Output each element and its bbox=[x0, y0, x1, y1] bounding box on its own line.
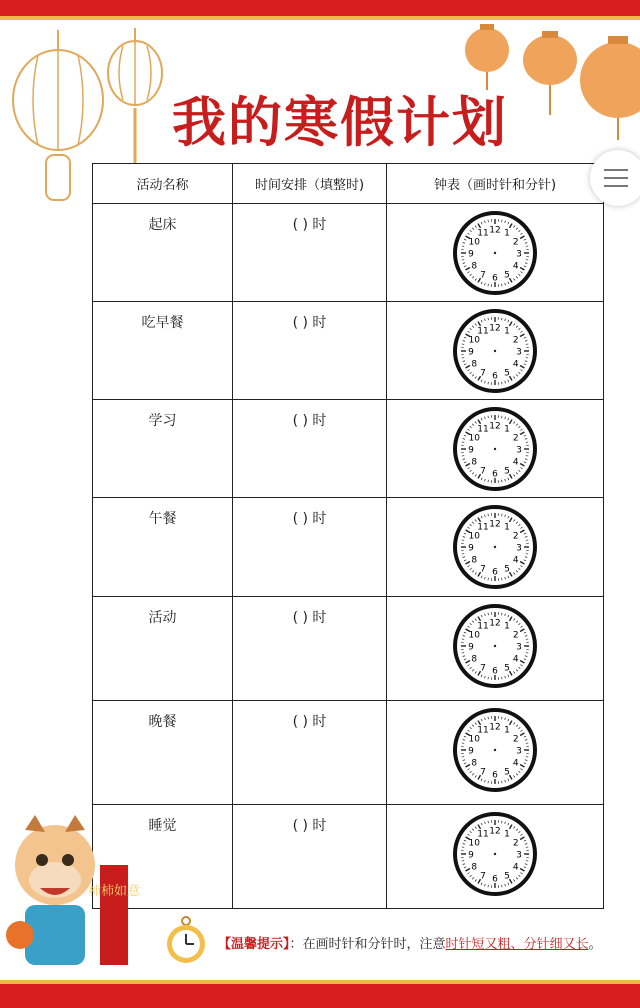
clock-number: 12 bbox=[489, 519, 501, 530]
table-row bbox=[93, 701, 604, 805]
clock-number: 7 bbox=[480, 767, 486, 778]
activity-cell: 晚餐 bbox=[93, 701, 233, 805]
tip-sep: 、 bbox=[510, 937, 524, 952]
activity-cell: 睡觉 bbox=[93, 805, 233, 909]
horse-mascot-icon bbox=[0, 810, 150, 980]
clock-number: 4 bbox=[512, 457, 519, 468]
clock-number: 11 bbox=[477, 725, 489, 736]
mascot-scroll-text: 柿柿如意 bbox=[87, 884, 141, 899]
clock-number: 8 bbox=[471, 654, 478, 665]
clock-number: 2 bbox=[512, 734, 519, 745]
clock-number: 9 bbox=[468, 347, 474, 358]
lantern-left2-icon bbox=[105, 28, 165, 168]
page-title: 我的寒假计划 bbox=[172, 91, 508, 154]
clock-number: 5 bbox=[504, 270, 510, 281]
clock-number: 1 bbox=[504, 522, 510, 533]
clock-cell[interactable] bbox=[387, 204, 604, 302]
time-input-cell[interactable]: ( ) 时 bbox=[233, 204, 387, 302]
clock-number: 3 bbox=[516, 249, 522, 260]
clock-number: 7 bbox=[480, 871, 486, 882]
header-time: 时间安排（填整时) bbox=[233, 164, 387, 204]
activity-cell: 吃早餐 bbox=[93, 302, 233, 400]
clock-number: 10 bbox=[468, 630, 480, 641]
clock-number: 3 bbox=[516, 445, 522, 456]
clock-face-icon[interactable] bbox=[452, 308, 538, 394]
activity-cell: 学习 bbox=[93, 400, 233, 498]
clock-cell[interactable] bbox=[387, 805, 604, 909]
clock-number: 4 bbox=[512, 555, 519, 566]
clock-number: 11 bbox=[477, 829, 489, 840]
clock-face-icon[interactable] bbox=[452, 504, 538, 590]
clock-number: 8 bbox=[471, 555, 478, 566]
bottom-banner bbox=[0, 980, 640, 1008]
clock-number: 11 bbox=[477, 522, 489, 533]
clock-number: 11 bbox=[477, 326, 489, 337]
clock-number: 9 bbox=[468, 850, 474, 861]
plan-table bbox=[92, 163, 604, 909]
time-input-cell[interactable]: ( ) 时 bbox=[233, 302, 387, 400]
time-input-cell[interactable]: ( ) 时 bbox=[233, 400, 387, 498]
clock-number: 3 bbox=[516, 347, 522, 358]
tip-hour-hand: 时针短又粗 bbox=[445, 937, 511, 952]
clock-number: 10 bbox=[468, 237, 480, 248]
clock-number: 12 bbox=[489, 826, 501, 837]
clock-number: 7 bbox=[480, 270, 486, 281]
clock-number: 12 bbox=[489, 225, 501, 236]
clock-number: 8 bbox=[471, 457, 478, 468]
clock-number: 9 bbox=[468, 746, 474, 757]
clock-number: 2 bbox=[512, 838, 519, 849]
clock-face-icon[interactable] bbox=[452, 707, 538, 793]
activity-cell: 活动 bbox=[93, 597, 233, 701]
clock-number: 6 bbox=[492, 371, 498, 382]
clock-number: 12 bbox=[489, 618, 501, 629]
clock-number: 6 bbox=[492, 874, 498, 885]
time-input-cell[interactable]: ( ) 时 bbox=[233, 701, 387, 805]
clock-number: 7 bbox=[480, 466, 486, 477]
clock-number: 10 bbox=[468, 531, 480, 542]
clock-number: 4 bbox=[512, 654, 519, 665]
tip-label: 【温馨提示】 bbox=[218, 937, 290, 952]
clock-number: 6 bbox=[492, 666, 498, 677]
clock-number: 9 bbox=[468, 445, 474, 456]
clock-number: 2 bbox=[512, 335, 519, 346]
table-header-row bbox=[93, 164, 604, 204]
clock-number: 10 bbox=[468, 335, 480, 346]
clock-number: 9 bbox=[468, 642, 474, 653]
tip-body: ：在画时针和分针时，注意 bbox=[289, 937, 446, 952]
clock-number: 6 bbox=[492, 770, 498, 781]
clock-number: 12 bbox=[489, 421, 501, 432]
table-row bbox=[93, 597, 604, 701]
clock-number: 7 bbox=[480, 564, 486, 575]
time-input-cell[interactable]: ( ) 时 bbox=[233, 597, 387, 701]
pocket-watch-icon bbox=[163, 915, 209, 965]
clock-number: 12 bbox=[489, 722, 501, 733]
clock-number: 6 bbox=[492, 567, 498, 578]
clock-number: 11 bbox=[477, 228, 489, 239]
clock-number: 1 bbox=[504, 228, 510, 239]
clock-number: 9 bbox=[468, 543, 474, 554]
clock-number: 8 bbox=[471, 261, 478, 272]
clock-number: 11 bbox=[477, 621, 489, 632]
clock-number: 7 bbox=[480, 663, 486, 674]
tip-end: 。 bbox=[588, 937, 602, 952]
clock-number: 5 bbox=[504, 663, 510, 674]
clock-face-icon[interactable] bbox=[452, 811, 538, 897]
table-row bbox=[93, 400, 604, 498]
clock-number: 12 bbox=[489, 323, 501, 334]
time-input-cell[interactable]: ( ) 时 bbox=[233, 498, 387, 597]
clock-number: 3 bbox=[516, 543, 522, 554]
menu-button[interactable] bbox=[590, 150, 640, 206]
clock-number: 9 bbox=[468, 249, 474, 260]
clock-number: 11 bbox=[477, 424, 489, 435]
clock-number: 1 bbox=[504, 326, 510, 337]
lantern-right3-icon bbox=[578, 30, 640, 140]
clock-number: 10 bbox=[468, 838, 480, 849]
clock-number: 2 bbox=[512, 433, 519, 444]
tip-minute-hand: 分针细又长 bbox=[523, 937, 589, 952]
clock-number: 7 bbox=[480, 368, 486, 379]
clock-number: 10 bbox=[468, 433, 480, 444]
clock-number: 5 bbox=[504, 368, 510, 379]
clock-number: 4 bbox=[512, 261, 519, 272]
clock-number: 4 bbox=[512, 758, 519, 769]
clock-face-icon[interactable] bbox=[452, 603, 538, 689]
clock-number: 2 bbox=[512, 531, 519, 542]
tip-text bbox=[218, 933, 602, 952]
clock-cell[interactable] bbox=[387, 498, 604, 597]
clock-number: 3 bbox=[516, 850, 522, 861]
clock-number: 4 bbox=[512, 359, 519, 370]
clock-number: 1 bbox=[504, 621, 510, 632]
table-row bbox=[93, 302, 604, 400]
clock-face-icon[interactable] bbox=[452, 406, 538, 492]
time-input-cell[interactable]: ( ) 时 bbox=[233, 805, 387, 909]
clock-number: 8 bbox=[471, 862, 478, 873]
clock-number: 2 bbox=[512, 630, 519, 641]
clock-number: 8 bbox=[471, 359, 478, 370]
table-row bbox=[93, 204, 604, 302]
clock-number: 1 bbox=[504, 725, 510, 736]
clock-cell[interactable] bbox=[387, 701, 604, 805]
clock-cell[interactable] bbox=[387, 400, 604, 498]
clock-cell[interactable] bbox=[387, 302, 604, 400]
lantern-right2-icon bbox=[520, 25, 580, 115]
header-activity: 活动名称 bbox=[93, 164, 233, 204]
clock-number: 3 bbox=[516, 746, 522, 757]
clock-number: 8 bbox=[471, 758, 478, 769]
clock-number: 3 bbox=[516, 642, 522, 653]
clock-number: 5 bbox=[504, 564, 510, 575]
clock-number: 5 bbox=[504, 871, 510, 882]
clock-number: 1 bbox=[504, 829, 510, 840]
clock-number: 4 bbox=[512, 862, 519, 873]
clock-number: 10 bbox=[468, 734, 480, 745]
activity-cell: 午餐 bbox=[93, 498, 233, 597]
clock-number: 5 bbox=[504, 767, 510, 778]
clock-cell[interactable] bbox=[387, 597, 604, 701]
top-banner bbox=[0, 0, 640, 20]
header-clock: 钟表（画时针和分针) bbox=[387, 164, 604, 204]
clock-number: 6 bbox=[492, 273, 498, 284]
clock-face-icon[interactable] bbox=[452, 210, 538, 296]
activity-cell: 起床 bbox=[93, 204, 233, 302]
clock-number: 6 bbox=[492, 469, 498, 480]
table-row bbox=[93, 805, 604, 909]
clock-number: 2 bbox=[512, 237, 519, 248]
table-row bbox=[93, 498, 604, 597]
clock-number: 5 bbox=[504, 466, 510, 477]
clock-number: 1 bbox=[504, 424, 510, 435]
